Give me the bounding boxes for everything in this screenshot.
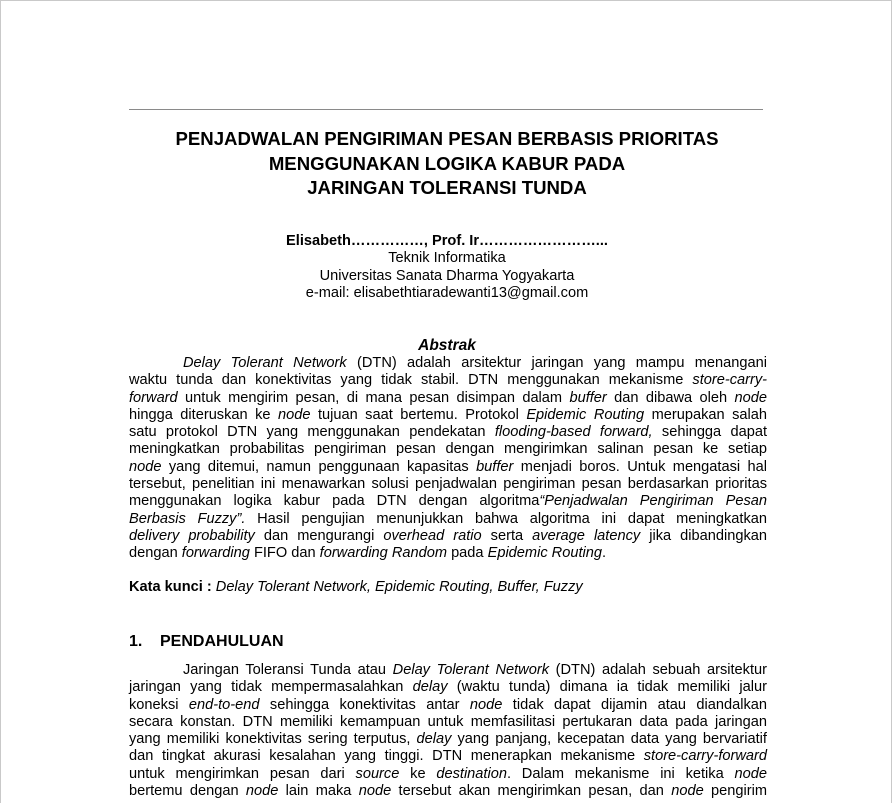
text-run: menggunakan logika kabur pada DTN dengan algoritma: [129, 493, 540, 510]
italic-term: “Penjadwalan Pengiriman Pesan: [539, 493, 767, 510]
italic-term: average latency: [532, 527, 641, 544]
text-run: tujuan saat bertemu. Protokol: [310, 406, 527, 423]
text-run: dengan: [129, 545, 182, 562]
italic-term: store-carry-: [692, 372, 767, 389]
text-run: ke: [399, 765, 437, 782]
header-rule: [129, 109, 763, 110]
text-line: [129, 355, 767, 372]
text-run: serta: [481, 527, 533, 544]
text-run: .: [601, 545, 607, 562]
text-run: dan dibawa oleh: [606, 389, 735, 406]
keywords-label: Kata kunci :: [129, 579, 216, 595]
text-run: untuk mengirimkan pesan dari: [129, 765, 356, 782]
abstract-body: [129, 355, 767, 563]
italic-term: Epidemic Routing: [526, 406, 645, 423]
text-line: [129, 511, 767, 528]
text-line: [129, 545, 767, 562]
text-line: [129, 493, 767, 510]
italic-term: node: [469, 696, 503, 713]
italic-term: node: [278, 406, 311, 423]
text-line: [129, 783, 767, 800]
university: Universitas Sanata Dharma Yogyakarta: [319, 267, 575, 284]
text-run: jaringan yang tidak mempermasalahkan: [129, 679, 413, 696]
text-line: [129, 441, 767, 458]
text-line: [129, 662, 767, 679]
text-line: [129, 714, 767, 731]
keywords: [129, 579, 583, 596]
text-run: Jaringan Toleransi Tunda atau: [183, 662, 393, 678]
text-line: [129, 697, 767, 714]
italic-term: destination: [436, 765, 507, 782]
text-run: (DTN) adalah arsitektur jaringan yang mampu menangani: [346, 355, 767, 371]
text-line: [129, 679, 767, 696]
text-run: pada: [447, 545, 488, 562]
text-run: tersebut akan mengirimkan pesan, dan: [391, 783, 672, 800]
text-line: [129, 459, 767, 476]
italic-term: node: [129, 458, 162, 475]
italic-term: buffer: [569, 389, 607, 406]
department: Teknik Informatika: [388, 250, 506, 267]
italic-term: end-to-end: [188, 696, 260, 713]
intro-body: [129, 662, 767, 800]
italic-term: node: [671, 783, 704, 800]
text-line: [129, 390, 767, 407]
text-run: waktu tunda dan konektivitas yang tidak stabil. DTN menggunakan mekanisme: [129, 372, 693, 389]
text-line: [129, 731, 767, 748]
text-run: merupakan salah: [644, 406, 767, 423]
text-run: . Dalam mekanisme ini ketika: [506, 765, 735, 782]
paper-title: [129, 127, 765, 201]
text-run: Hasil pengujian menunjukkan bahwa algoritma ini dapat meningkatkan: [245, 510, 767, 527]
italic-term: Delay Tolerant Network: [183, 355, 347, 371]
italic-term: buffer: [476, 458, 514, 475]
text-run: dan tingkat akurasi kesalahan yang tinggi. DTN menerapkan mekanisme: [129, 748, 644, 765]
email: e-mail: elisabethtiaradewanti13@gmail.com: [305, 284, 589, 301]
section-title: PENDAHULUAN: [160, 633, 284, 650]
italic-term: forwarding Random: [319, 545, 448, 562]
text-run: menjadi boros. Untuk mengatasi hal: [513, 458, 767, 475]
italic-term: node: [734, 389, 768, 406]
text-run: tersebut, penelitian ini menawarkan solusi penjadwalan pengiriman pesan berdasarkan prioritas: [129, 476, 767, 493]
text-run: koneksi: [129, 696, 189, 713]
text-run: untuk mengirim pesan, di mana pesan disimpan dalam: [177, 389, 570, 406]
text-line: [129, 424, 767, 441]
section-heading: [129, 632, 284, 651]
text-run: sehingga konektivitas antar: [259, 696, 470, 713]
text-run: (DTN) adalah sebuah arsitektur: [549, 662, 767, 678]
text-line: [129, 476, 767, 493]
italic-term: Berbasis Fuzzy”.: [129, 510, 246, 527]
author-block: [129, 233, 765, 302]
italic-term: Delay Tolerant Network: [392, 662, 549, 678]
abstract-heading: Abstrak: [418, 337, 476, 354]
text-run: FIFO dan: [249, 545, 320, 562]
text-run: sehingga dapat: [652, 424, 767, 441]
text-run: yang memiliki konektivitas sering terputus,: [129, 731, 417, 748]
text-line: [129, 528, 767, 545]
italic-term: delivery probability: [129, 527, 255, 544]
italic-term: store-carry-forward: [643, 748, 767, 765]
text-run: meningkatkan probabilitas pengiriman pesan dengan mengirimkan salinan pesan ke setiap: [129, 441, 767, 458]
text-run: secara konstan. DTN memiliki kemampuan untuk memfasilitasi pertukaran data pada jaringan: [129, 713, 767, 730]
italic-term: Epidemic Routing: [487, 545, 602, 562]
text-run: (waktu tunda) dimana ia tidak memiliki jalur: [447, 679, 767, 696]
author-names: Elisabeth……………, Prof. Ir……………………...: [286, 233, 608, 249]
text-run: tidak dapat dijamin atau diandalkan: [502, 696, 768, 713]
italic-term: flooding-based forward,: [494, 424, 653, 441]
italic-term: node: [358, 783, 392, 800]
title-line: JARINGAN TOLERANSI TUNDA: [307, 177, 587, 198]
italic-term: source: [355, 765, 400, 782]
text-run: pengirim: [703, 783, 767, 800]
text-run: yang ditemui, namun penggunaan kapasitas: [161, 458, 477, 475]
title-line: PENJADWALAN PENGIRIMAN PESAN BERBASIS PRIORITAS: [175, 128, 719, 149]
text-run: lain maka: [278, 783, 359, 800]
italic-term: delay: [416, 731, 452, 748]
text-line: [129, 748, 767, 765]
keywords-list: Delay Tolerant Network, Epidemic Routing, Buffer, Fuzzy: [215, 579, 583, 595]
text-run: bertemu dengan: [129, 783, 246, 800]
italic-term: overhead ratio: [383, 527, 482, 544]
text-run: yang panjang, kecepatan data yang bervariatif: [451, 731, 767, 748]
text-line: [129, 407, 767, 424]
italic-term: delay: [412, 679, 448, 696]
text-line: [129, 372, 767, 389]
italic-term: forwarding: [181, 545, 250, 562]
section-number: 1.: [129, 633, 143, 650]
title-line: MENGGUNAKAN LOGIKA KABUR PADA: [268, 152, 626, 174]
italic-term: node: [245, 783, 279, 800]
text-run: jika dibandingkan: [640, 527, 767, 544]
text-line: [129, 766, 767, 783]
italic-term: node: [734, 765, 767, 782]
text-run: dan mengurangi: [254, 527, 384, 544]
text-run: satu protokol DTN yang menggunakan pendekatan: [129, 424, 495, 441]
text-run: hingga diteruskan ke: [129, 406, 278, 423]
italic-term: forward: [129, 389, 178, 406]
